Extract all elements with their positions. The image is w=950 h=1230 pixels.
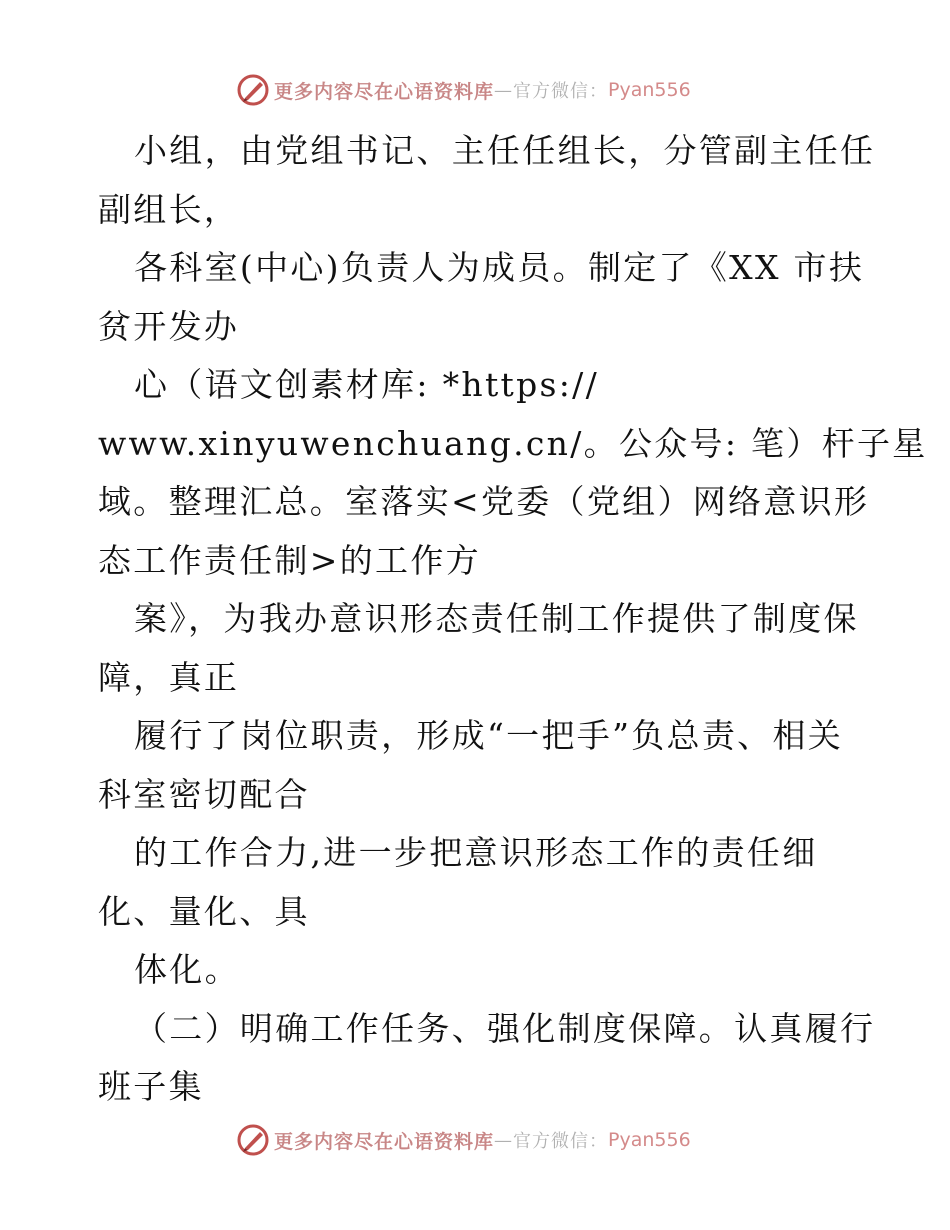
footer-wechat-id: Pyan556 (608, 1129, 691, 1151)
body-line: 小组，由党组书记、主任任组长，分管副主任任 (134, 131, 876, 170)
footer-banner (236, 1122, 691, 1158)
document-body (98, 122, 928, 1117)
body-line: 域。整理汇总。室落实<党委（党组）网络意识形 (98, 482, 870, 521)
body-line: 的工作合力,进一步把意识形态工作的责任细 (134, 833, 818, 872)
body-line: 贫开发办 (98, 306, 240, 346)
header-banner (236, 72, 691, 108)
body-line: 体化。 (134, 950, 240, 989)
header-dash: — (494, 79, 514, 101)
body-line: 心（语文创素材库: *https:// (134, 365, 599, 404)
body-line: 障，真正 (98, 657, 240, 697)
pen-logo-icon (236, 1123, 270, 1157)
body-line: 班子集 (98, 1067, 204, 1106)
footer-banner-text: 更多内容尽在心语资料库 (274, 1130, 495, 1153)
header-wechat-id: Pyan556 (608, 79, 691, 101)
body-line: 履行了岗位职责，形成“一把手”负总责、相关 (134, 716, 844, 755)
pen-logo-icon (236, 73, 270, 107)
body-line: 各科室(中心)负责人为成员。制定了《XX 市扶 (134, 248, 865, 287)
footer-dash: — (494, 1129, 514, 1151)
body-line: 案》，为我办意识形态责任制工作提供了制度保 (134, 599, 859, 638)
body-line: 态工作责任制>的工作方 (98, 540, 481, 580)
body-line: 化、量化、具 (98, 891, 310, 931)
body-line: www.xinyuwenchuang.cn/。公众号: 笔）杆子星 (98, 423, 928, 463)
header-banner-text: 更多内容尽在心语资料库 (274, 80, 495, 103)
body-line: 科室密切配合 (98, 774, 310, 814)
header-wechat-label: 官方微信： (513, 81, 609, 102)
body-line: 副组长， (98, 189, 240, 229)
footer-wechat-label: 官方微信： (513, 1131, 609, 1152)
body-line: （二）明确工作任务、强化制度保障。认真履行 (134, 1008, 876, 1048)
